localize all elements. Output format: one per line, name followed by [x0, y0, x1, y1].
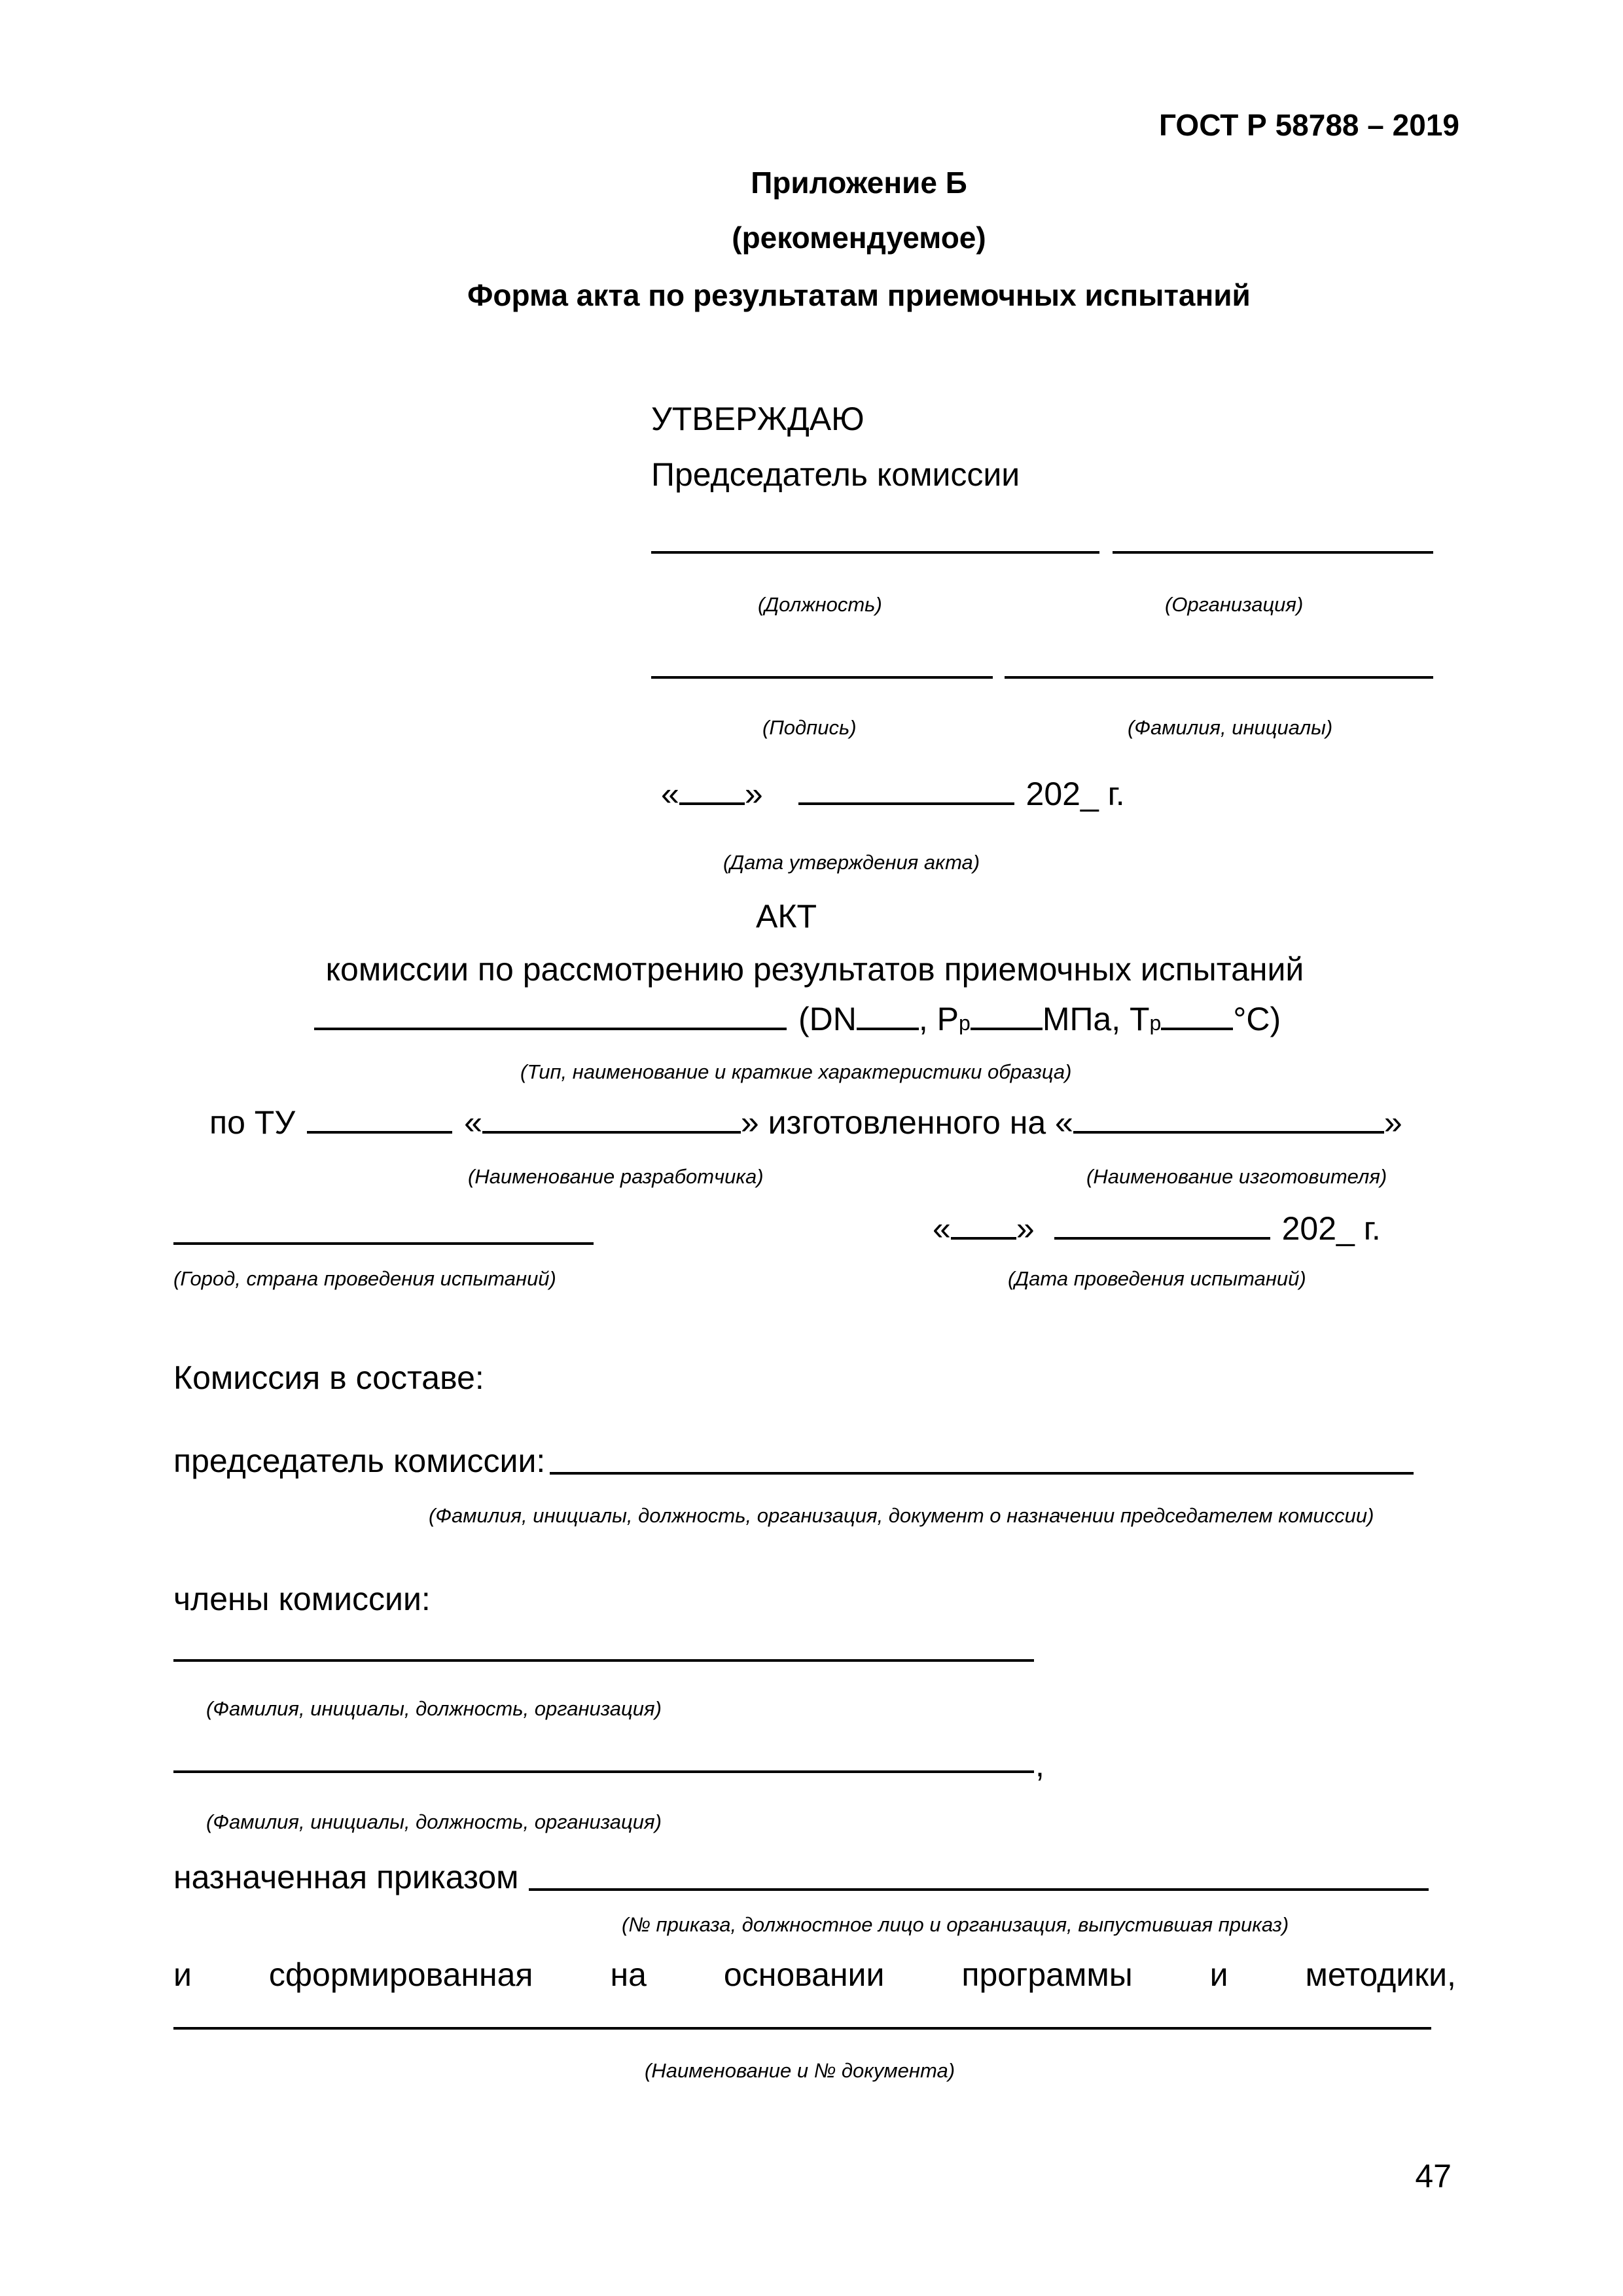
dn-blank[interactable]	[857, 1001, 919, 1030]
city-line[interactable]	[173, 1242, 594, 1245]
caption-signature: (Подпись)	[762, 716, 857, 739]
quote-open: «	[661, 776, 679, 812]
test-month-blank[interactable]	[1054, 1211, 1270, 1240]
caption-document: (Наименование и № документа)	[645, 2059, 955, 2082]
page-number: 47	[1415, 2158, 1452, 2195]
caption-position: (Должность)	[758, 593, 882, 616]
developer-blank[interactable]	[482, 1105, 741, 1134]
caption-test-date: (Дата проведения испытаний)	[1008, 1267, 1306, 1290]
sample-type-blank[interactable]	[314, 1001, 787, 1030]
test-date-row	[933, 1211, 1381, 1245]
caption-city: (Город, страна проведения испытаний)	[173, 1267, 556, 1290]
manufacturer-blank[interactable]	[1073, 1105, 1384, 1134]
caption-chairman: (Фамилия, инициалы, должность, организация, документ о назначении председателем комиссии)	[429, 1504, 1374, 1527]
formed-on-basis-line	[173, 1958, 1456, 1991]
temperature-blank[interactable]	[1161, 1001, 1233, 1030]
caption-approval-date: (Дата утверждения акта)	[723, 851, 980, 874]
word: методики,	[1305, 1956, 1456, 1993]
quote-close: »	[744, 776, 763, 812]
appendix-status: (рекомендуемое)	[732, 221, 986, 255]
dn-label: (DN	[798, 1001, 857, 1037]
pressure-label: , P	[918, 1001, 959, 1037]
approval-day-blank[interactable]	[679, 776, 745, 805]
pressure-subscript: p	[959, 1011, 971, 1035]
quote-close-test: »	[1016, 1210, 1035, 1247]
quote-open-test: «	[933, 1210, 951, 1247]
caption-order: (№ приказа, должностное лицо и организация, выпустившая приказ)	[622, 1913, 1289, 1936]
member-2-line[interactable]	[173, 1770, 1034, 1773]
quote-close-manufacturer: »	[1383, 1104, 1402, 1141]
temperature-subscript: p	[1149, 1011, 1162, 1035]
chair-label: Председатель комиссии	[651, 456, 1020, 493]
pressure-blank[interactable]	[971, 1001, 1043, 1030]
signature-line[interactable]	[651, 676, 993, 679]
approval-year: 202_ г.	[1026, 776, 1125, 812]
form-title: Форма акта по результатам приемочных испытаний	[467, 278, 1251, 312]
position-line[interactable]	[651, 551, 1099, 554]
quote-open-developer: «	[464, 1104, 482, 1141]
word: основании	[723, 1956, 885, 1993]
document-line[interactable]	[173, 2027, 1431, 2030]
standard-number: ГОСТ Р 58788 – 2019	[1158, 108, 1459, 142]
caption-name: (Фамилия, инициалы)	[1128, 716, 1333, 739]
commission-composition: Комиссия в составе:	[173, 1359, 484, 1396]
caption-manufacturer: (Наименование изготовителя)	[1086, 1165, 1387, 1188]
act-subtitle: комиссии по рассмотрению результатов приемочных испытаний	[325, 951, 1304, 988]
caption-member-2: (Фамилия, инициалы, должность, организация)	[206, 1810, 662, 1833]
sample-params-row	[314, 1001, 1281, 1035]
caption-organization: (Организация)	[1165, 593, 1304, 616]
appendix-title: Приложение Б	[751, 166, 967, 200]
member-1-line[interactable]	[173, 1659, 1034, 1662]
test-day-blank[interactable]	[951, 1211, 1016, 1240]
word: на	[610, 1956, 647, 1993]
chairman-label: председатель комиссии:	[173, 1443, 546, 1479]
member-2-comma: ,	[1035, 1747, 1044, 1784]
caption-developer: (Наименование разработчика)	[468, 1165, 764, 1188]
word: и	[173, 1956, 192, 1993]
mpa-label: МПа, T	[1042, 1001, 1150, 1037]
tu-row	[209, 1105, 1402, 1139]
order-label: назначенная приказом	[173, 1859, 519, 1895]
caption-member-1: (Фамилия, инициалы, должность, организация)	[206, 1697, 662, 1720]
word: сформированная	[268, 1956, 533, 1993]
caption-sample-type: (Тип, наименование и краткие характеристики образца)	[520, 1060, 1072, 1083]
test-year: 202_ г.	[1281, 1210, 1381, 1247]
order-line[interactable]	[529, 1888, 1429, 1891]
word: и	[1209, 1956, 1228, 1993]
tu-number-blank[interactable]	[307, 1105, 452, 1134]
celsius-label: °C)	[1233, 1001, 1281, 1037]
members-label: члены комиссии:	[173, 1581, 431, 1617]
approve-label: УТВЕРЖДАЮ	[651, 401, 865, 437]
organization-line[interactable]	[1113, 551, 1433, 554]
word: программы	[961, 1956, 1133, 1993]
name-line[interactable]	[1005, 676, 1433, 679]
act-title: АКТ	[756, 898, 817, 935]
approval-month-blank[interactable]	[798, 776, 1014, 805]
made-at-label: » изготовленного на «	[740, 1104, 1073, 1141]
chairman-line[interactable]	[550, 1472, 1414, 1475]
approval-date-row	[661, 776, 1125, 810]
tu-label: по ТУ	[209, 1104, 296, 1141]
